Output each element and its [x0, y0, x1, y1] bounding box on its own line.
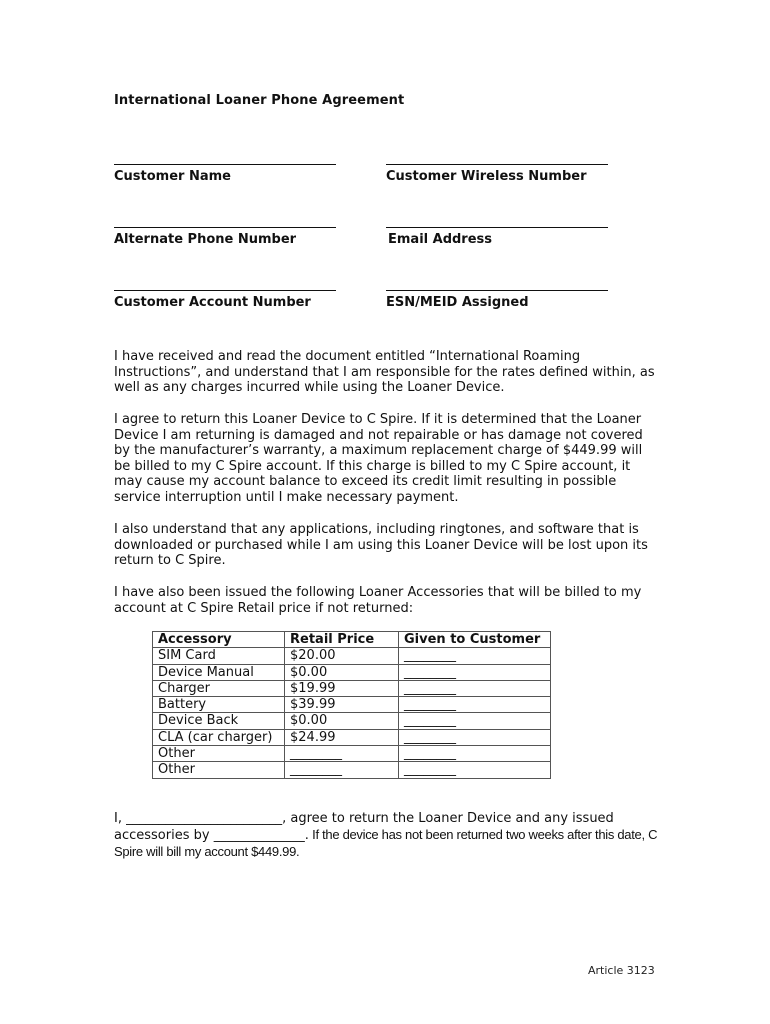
- closing-statement-part1: I, ________________________, agree to return the Loaner Device and any issued accessories by ______________.: [114, 811, 614, 843]
- accessory-cell: SIM Card: [153, 648, 285, 664]
- signature-line: [114, 164, 336, 165]
- customer-name-label: Customer Name: [114, 169, 231, 184]
- price-cell: $0.00: [285, 664, 399, 680]
- price-cell: $24.99: [285, 729, 399, 745]
- price-cell: ________: [285, 746, 399, 762]
- alternate-phone-number-label: Alternate Phone Number: [114, 232, 297, 247]
- paragraph-return-device: I agree to return this Loaner Device to C Spire. If it is determined that the Loaner Device I am returning is damaged and not repairable or has damage not covered by the manufacturer’s warranty, a maximum replacement charge of $449.99 will be billed to my C Spire account. If this charge is billed to my C Spire account, it may cause my account balance to exceed its credit limit resulting in possible service interruption until I make necessary payment.: [114, 412, 643, 505]
- document-title: International Loaner Phone Agreement: [114, 93, 405, 108]
- esn-meid-assigned-label: ESN/MEID Assigned: [386, 295, 529, 310]
- given-cell: ________: [399, 680, 551, 696]
- given-cell: ________: [399, 648, 551, 664]
- accessory-cell: Battery: [153, 697, 285, 713]
- column-header-given-to-customer: Given to Customer: [399, 632, 551, 648]
- signature-line: [114, 227, 336, 228]
- given-cell: ________: [399, 746, 551, 762]
- column-header-accessory: Accessory: [153, 632, 285, 648]
- signature-line: [386, 290, 608, 291]
- table-row: [153, 697, 551, 713]
- table-row: [153, 746, 551, 762]
- alternate-phone-number-field: [114, 227, 336, 247]
- price-cell: $0.00: [285, 713, 399, 729]
- price-cell: $20.00: [285, 648, 399, 664]
- accessory-cell: Charger: [153, 680, 285, 696]
- article-number: Article 3123: [588, 964, 655, 977]
- paragraph-applications: I also understand that any applications, including ringtones, and software that is downloaded or purchased while I am using this Loaner Device will be lost upon its return to C Spire.: [114, 522, 648, 569]
- customer-name-field: [114, 164, 336, 184]
- table-row: [153, 648, 551, 664]
- accessory-cell: Other: [153, 746, 285, 762]
- customer-account-number-field: [114, 290, 336, 310]
- given-cell: ________: [399, 697, 551, 713]
- price-cell: $19.99: [285, 680, 399, 696]
- signature-line: [386, 227, 608, 228]
- accessory-cell: Device Manual: [153, 664, 285, 680]
- table-row: [153, 762, 551, 778]
- closing-statement: [114, 811, 674, 861]
- accessory-table: [152, 631, 551, 779]
- given-cell: ________: [399, 664, 551, 680]
- customer-account-number-label: Customer Account Number: [114, 295, 311, 310]
- accessory-cell: Other: [153, 762, 285, 778]
- table-row: [153, 680, 551, 696]
- customer-wireless-number-field: [386, 164, 608, 184]
- given-cell: ________: [399, 713, 551, 729]
- table-row: [153, 713, 551, 729]
- email-address-field: [386, 227, 608, 247]
- email-address-label: Email Address: [388, 232, 493, 247]
- price-cell: $39.99: [285, 697, 399, 713]
- table-header-row: [153, 632, 551, 648]
- column-header-retail-price: Retail Price: [285, 632, 399, 648]
- given-cell: ________: [399, 762, 551, 778]
- given-cell: ________: [399, 729, 551, 745]
- accessory-cell: Device Back: [153, 713, 285, 729]
- signature-line: [386, 164, 608, 165]
- table-row: [153, 664, 551, 680]
- closing-statement-part2: If the device has not been returned two weeks after this date, C Spire will bill my account $449.99.: [114, 827, 658, 859]
- esn-meid-assigned-field: [386, 290, 608, 310]
- price-cell: ________: [285, 762, 399, 778]
- signature-line: [114, 290, 336, 291]
- table-row: [153, 729, 551, 745]
- paragraph-roaming-instructions: I have received and read the document entitled “International Roaming Instructions”, and understand that I am responsible for the rates defined within, as well as any charges incurred while using the Loaner Device.: [114, 349, 655, 396]
- accessory-cell: CLA (car charger): [153, 729, 285, 745]
- customer-wireless-number-label: Customer Wireless Number: [386, 169, 587, 184]
- paragraph-accessories: I have also been issued the following Loaner Accessories that will be billed to my account at C Spire Retail price if not returned:: [114, 585, 642, 616]
